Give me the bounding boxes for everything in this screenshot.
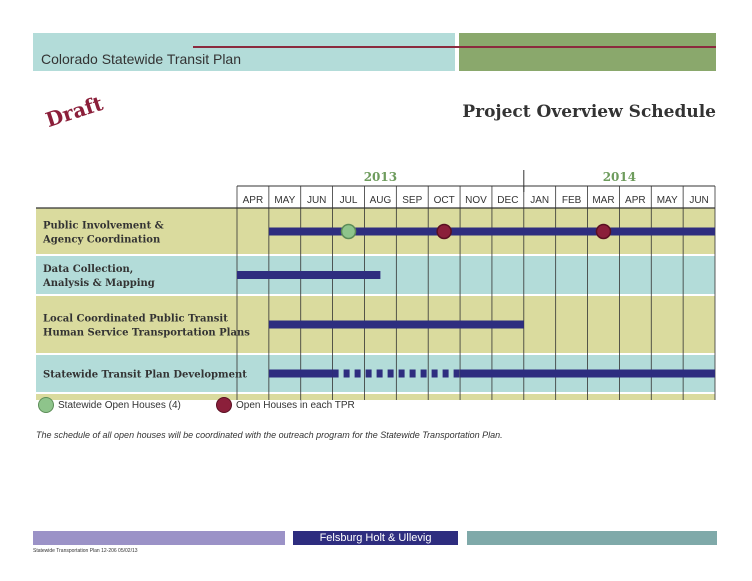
legend-tpr-label: Open Houses in each TPR: [236, 400, 355, 411]
statewide-open-house-marker: [342, 225, 356, 239]
footer-band-purple: [33, 531, 285, 545]
footer-footnote: Statewide Transportation Plan 12-206 05/02/13: [33, 548, 138, 554]
month-label: FEB: [561, 195, 582, 206]
month-label: AUG: [369, 195, 392, 206]
month-label: MAY: [656, 195, 678, 206]
draft-stamp: Draft: [42, 91, 106, 132]
tpr-open-house-marker: [437, 225, 451, 239]
header-title: Colorado Statewide Transit Plan: [41, 51, 241, 67]
task-label: Local Coordinated Public Transit: [43, 313, 228, 325]
year-label: 2013: [363, 170, 398, 184]
month-label: JUL: [339, 195, 358, 206]
footer-firm-name: Felsburg Holt & Ullevig: [293, 531, 458, 545]
month-label: APR: [242, 195, 264, 206]
month-label: APR: [625, 195, 646, 206]
task-label: Analysis & Mapping: [43, 278, 155, 289]
legend-statewide-marker: [38, 397, 54, 413]
month-label: SEP: [402, 195, 423, 206]
schedule-note: The schedule of all open houses will be coordinated with the outreach program for the Statewide Transportation Plan.: [36, 430, 503, 440]
month-label: MAR: [592, 195, 615, 206]
year-label: 2014: [602, 170, 637, 184]
task-label: Statewide Transit Plan Development: [43, 369, 247, 381]
page-title: Project Overview Schedule: [462, 102, 716, 122]
month-label: JUN: [306, 195, 327, 206]
month-label: MAY: [274, 195, 296, 206]
footer-band-teal: [467, 531, 717, 545]
month-label: OCT: [433, 195, 455, 206]
task-label: Data Collection,: [43, 264, 134, 275]
task-row: [36, 393, 715, 400]
task-label: Public Involvement &: [43, 220, 164, 232]
month-label: NOV: [465, 195, 487, 206]
month-label: DEC: [497, 195, 519, 206]
legend-statewide-label: Statewide Open Houses (4): [58, 400, 181, 411]
month-label: JUN: [689, 195, 709, 206]
legend-tpr-marker: [216, 397, 232, 413]
task-label: Agency Coordination: [43, 234, 161, 246]
task-label: Human Service Transportation Plans: [43, 327, 250, 339]
month-label: JAN: [530, 195, 550, 206]
tpr-open-house-marker: [596, 225, 610, 239]
